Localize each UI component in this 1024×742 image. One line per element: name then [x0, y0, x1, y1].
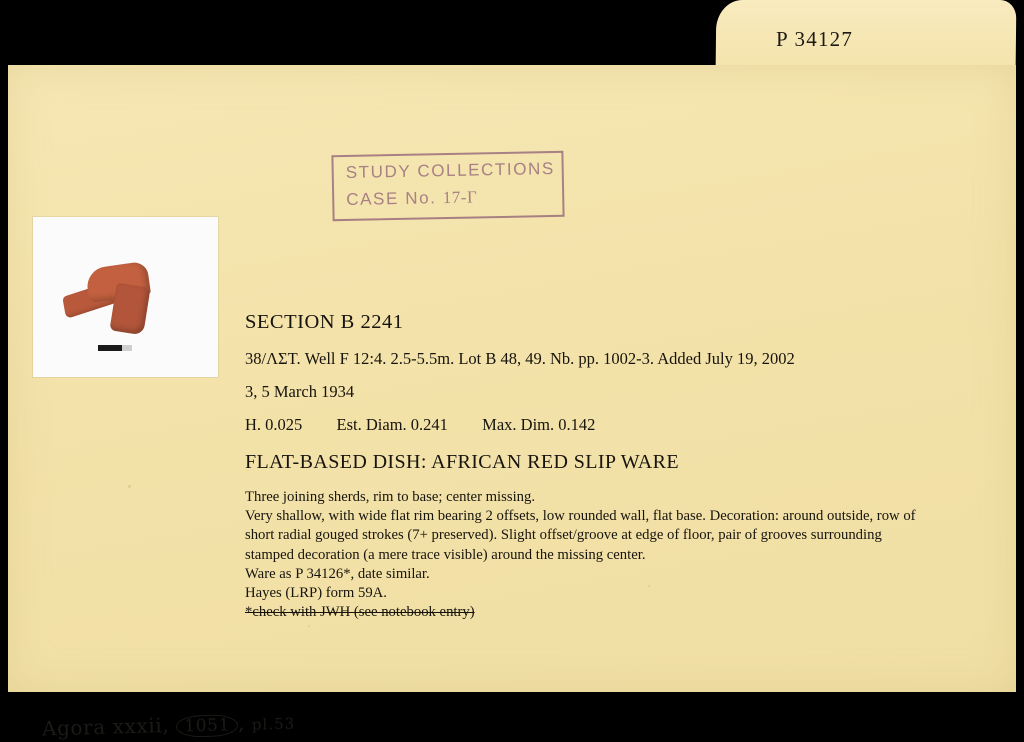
sherd-fragments-illustration: [61, 259, 171, 349]
stamp-case-label: CASE No.: [346, 188, 437, 209]
handwritten-publication-reference: Agora xxxii, 1051 , pl.53: [41, 710, 296, 741]
record-text: [245, 311, 925, 622]
description-line: Very shallow, with wide flat rim bearing 2 offsets, low rounded wall, flat base. Decoration: around outside, row of short radial gouged strokes (7+ preserved). Slight offset/groove at edge of floor, pair of grooves surrounding stamped decoration (a mere trace visible) around the missing center.: [245, 508, 916, 563]
stamp-case-value: 17-Γ: [442, 187, 478, 208]
description-struck-note: *check with JWH (see notebook entry): [245, 604, 475, 621]
catalog-card: [8, 0, 1016, 741]
description-line: Three joining sherds, rim to base; center missing.: [245, 489, 536, 505]
object-title: FLAT-BASED DISH: AFRICAN RED SLIP WARE: [245, 451, 679, 473]
stamp-line-collections: STUDY COLLECTIONS: [345, 158, 556, 182]
dimension-est-diam: Est. Diam. 0.241: [336, 415, 448, 434]
inventory-number: P 34127: [776, 27, 854, 51]
paper-speckle: [128, 485, 131, 488]
section-title: SECTION B 2241: [245, 311, 404, 333]
catalogue-number-circled: 1051: [176, 714, 238, 738]
description-line: Hayes (LRP) form 59A.: [245, 585, 387, 602]
publication-title: Agora xxxii,: [41, 712, 170, 741]
sherd-photo: [33, 217, 218, 377]
photo-scale-bar: [98, 345, 122, 351]
paper-speckle: [308, 625, 310, 627]
sherd-piece-right: [109, 283, 150, 336]
plate-reference: pl.53: [251, 714, 296, 734]
description-line: Ware as P 34126*, date similar.: [245, 565, 430, 582]
card-tab: [716, 0, 1017, 70]
stamp-line-case: [346, 187, 477, 210]
dimension-height: H. 0.025: [245, 415, 303, 434]
study-collections-stamp: [331, 151, 564, 221]
record-dimensions: [245, 415, 925, 435]
dimension-max-dim: Max. Dim. 0.142: [482, 415, 596, 434]
record-date: 3, 5 March 1934: [245, 382, 355, 401]
card-body: [8, 65, 1016, 741]
record-description: [245, 488, 917, 622]
record-provenance: 38/ΛΣΤ. Well F 12:4. 2.5-5.5m. Lot B 48, 49. Nb. pp. 1002-3. Added July 19, 2002: [245, 349, 795, 368]
